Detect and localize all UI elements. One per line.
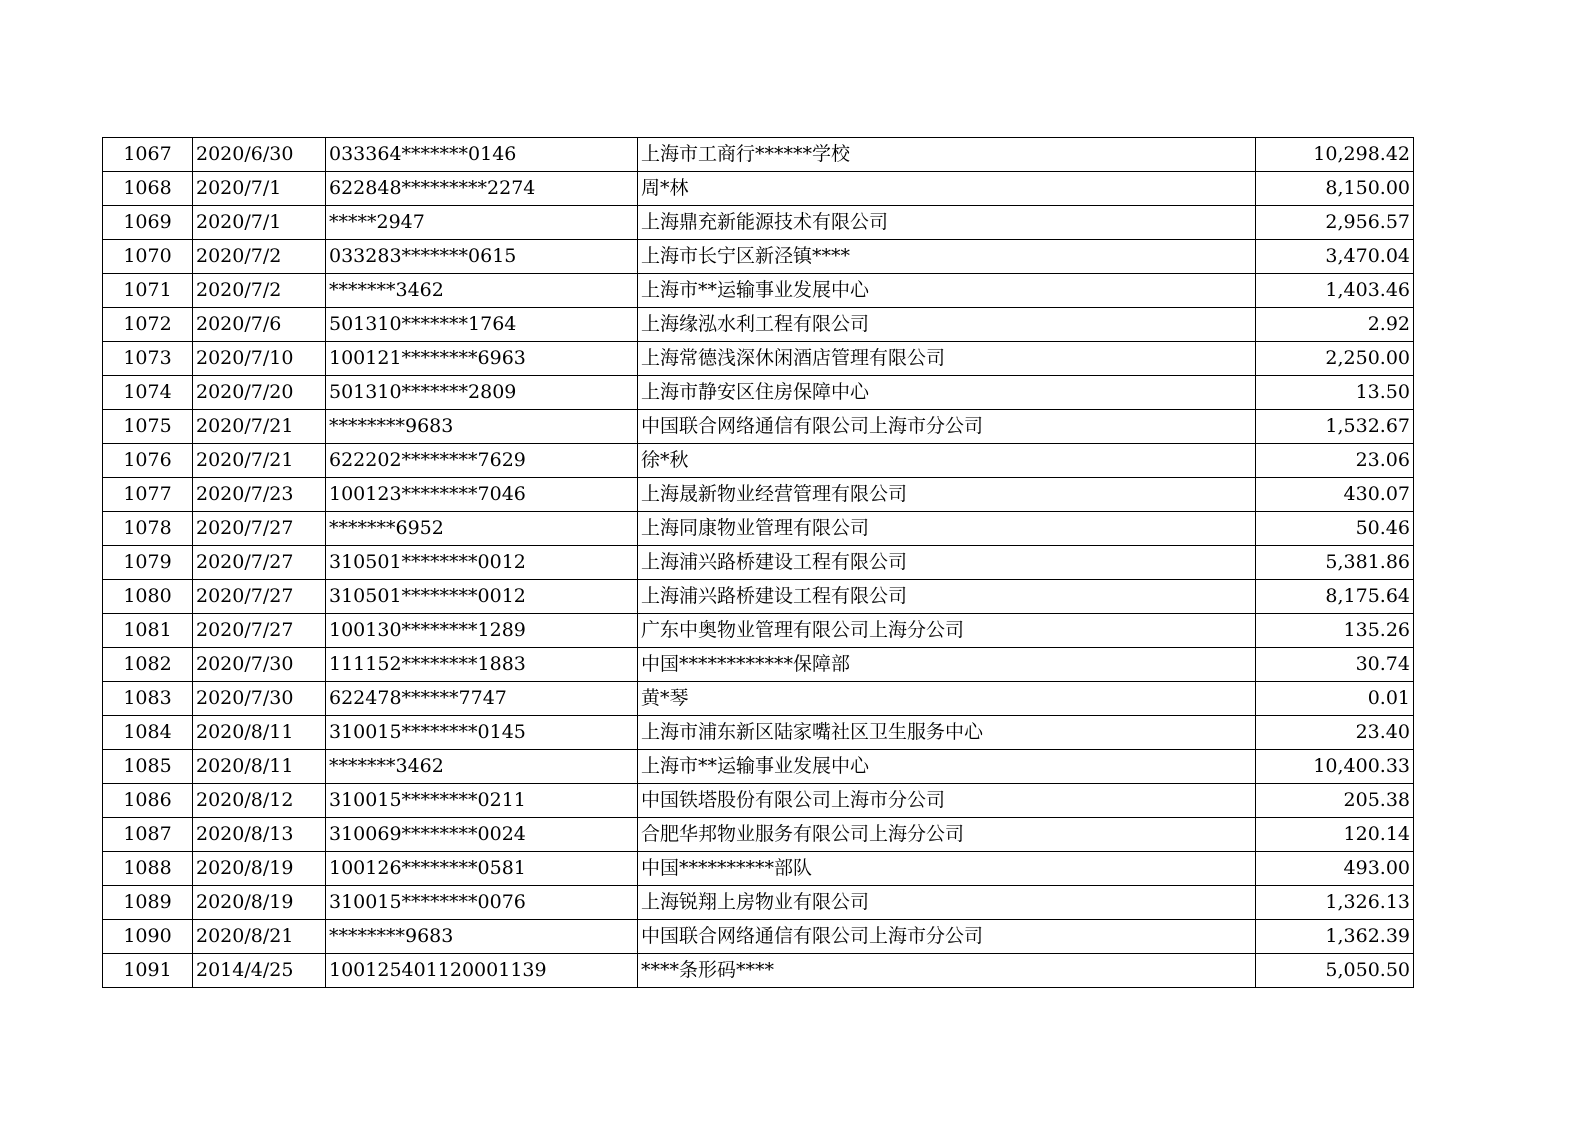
account-cell: *******3462 (326, 274, 638, 308)
account-cell: 501310*******1764 (326, 308, 638, 342)
payee-name-cell: 黄*琴 (638, 682, 1256, 716)
amount-cell: 1,326.13 (1256, 886, 1414, 920)
payee-name-cell: 上海市**运输事业发展中心 (638, 750, 1256, 784)
payee-name-cell: 上海市**运输事业发展中心 (638, 274, 1256, 308)
amount-cell: 2,250.00 (1256, 342, 1414, 376)
payee-name-cell: 周*林 (638, 172, 1256, 206)
row-number-cell: 1090 (103, 920, 193, 954)
payee-name-cell: 上海晟新物业经营管理有限公司 (638, 478, 1256, 512)
date-cell: 2020/7/6 (193, 308, 326, 342)
row-number-cell: 1069 (103, 206, 193, 240)
payee-name-cell: 上海鼎充新能源技术有限公司 (638, 206, 1256, 240)
date-cell: 2020/7/2 (193, 240, 326, 274)
account-cell: 501310*******2809 (326, 376, 638, 410)
account-cell: 622848*********2274 (326, 172, 638, 206)
amount-cell: 10,298.42 (1256, 138, 1414, 172)
table-row (103, 716, 1414, 750)
ledger-body (103, 138, 1414, 988)
account-cell: *****2947 (326, 206, 638, 240)
date-cell: 2020/7/10 (193, 342, 326, 376)
date-cell: 2020/8/13 (193, 818, 326, 852)
row-number-cell: 1078 (103, 512, 193, 546)
payee-name-cell: 上海市浦东新区陆家嘴社区卫生服务中心 (638, 716, 1256, 750)
date-cell: 2020/7/27 (193, 512, 326, 546)
table-row (103, 478, 1414, 512)
payee-name-cell: 中国**********部队 (638, 852, 1256, 886)
table-row (103, 172, 1414, 206)
payee-name-cell: 合肥华邦物业服务有限公司上海分公司 (638, 818, 1256, 852)
date-cell: 2020/7/1 (193, 206, 326, 240)
table-row (103, 444, 1414, 478)
account-cell: 100121********6963 (326, 342, 638, 376)
amount-cell: 2,956.57 (1256, 206, 1414, 240)
date-cell: 2020/8/19 (193, 852, 326, 886)
table-row (103, 546, 1414, 580)
account-cell: 310501********0012 (326, 546, 638, 580)
amount-cell: 13.50 (1256, 376, 1414, 410)
table-row (103, 784, 1414, 818)
amount-cell: 30.74 (1256, 648, 1414, 682)
table-row (103, 410, 1414, 444)
amount-cell: 8,175.64 (1256, 580, 1414, 614)
date-cell: 2020/8/19 (193, 886, 326, 920)
account-cell: 100125401120001139 (326, 954, 638, 988)
row-number-cell: 1073 (103, 342, 193, 376)
row-number-cell: 1083 (103, 682, 193, 716)
date-cell: 2020/7/1 (193, 172, 326, 206)
amount-cell: 2.92 (1256, 308, 1414, 342)
table-row (103, 206, 1414, 240)
row-number-cell: 1088 (103, 852, 193, 886)
table-row (103, 512, 1414, 546)
account-cell: 111152********1883 (326, 648, 638, 682)
row-number-cell: 1079 (103, 546, 193, 580)
payee-name-cell: 中国联合网络通信有限公司上海市分公司 (638, 920, 1256, 954)
payee-name-cell: 中国铁塔股份有限公司上海市分公司 (638, 784, 1256, 818)
account-cell: 310069********0024 (326, 818, 638, 852)
date-cell: 2020/7/27 (193, 546, 326, 580)
table-row (103, 818, 1414, 852)
account-cell: 033364*******0146 (326, 138, 638, 172)
row-number-cell: 1075 (103, 410, 193, 444)
row-number-cell: 1084 (103, 716, 193, 750)
row-number-cell: 1074 (103, 376, 193, 410)
table-row (103, 376, 1414, 410)
amount-cell: 430.07 (1256, 478, 1414, 512)
date-cell: 2020/8/12 (193, 784, 326, 818)
account-cell: 100126********0581 (326, 852, 638, 886)
payee-name-cell: 上海常德浅深休闲酒店管理有限公司 (638, 342, 1256, 376)
table-row (103, 240, 1414, 274)
account-cell: 100130********1289 (326, 614, 638, 648)
date-cell: 2020/6/30 (193, 138, 326, 172)
row-number-cell: 1067 (103, 138, 193, 172)
date-cell: 2020/7/27 (193, 580, 326, 614)
amount-cell: 23.40 (1256, 716, 1414, 750)
amount-cell: 1,403.46 (1256, 274, 1414, 308)
row-number-cell: 1070 (103, 240, 193, 274)
table-row (103, 614, 1414, 648)
amount-cell: 50.46 (1256, 512, 1414, 546)
account-cell: 310015********0076 (326, 886, 638, 920)
payee-name-cell: 上海缘泓水利工程有限公司 (638, 308, 1256, 342)
amount-cell: 135.26 (1256, 614, 1414, 648)
row-number-cell: 1068 (103, 172, 193, 206)
row-number-cell: 1082 (103, 648, 193, 682)
amount-cell: 5,381.86 (1256, 546, 1414, 580)
payee-name-cell: 上海同康物业管理有限公司 (638, 512, 1256, 546)
table-row (103, 886, 1414, 920)
row-number-cell: 1080 (103, 580, 193, 614)
account-cell: 310015********0145 (326, 716, 638, 750)
row-number-cell: 1081 (103, 614, 193, 648)
account-cell: ********9683 (326, 410, 638, 444)
amount-cell: 1,362.39 (1256, 920, 1414, 954)
date-cell: 2020/7/20 (193, 376, 326, 410)
table-row (103, 308, 1414, 342)
account-cell: *******6952 (326, 512, 638, 546)
row-number-cell: 1085 (103, 750, 193, 784)
date-cell: 2020/7/30 (193, 682, 326, 716)
date-cell: 2020/7/21 (193, 410, 326, 444)
table-row (103, 750, 1414, 784)
amount-cell: 3,470.04 (1256, 240, 1414, 274)
table-row (103, 682, 1414, 716)
payee-name-cell: ****条形码**** (638, 954, 1256, 988)
table-row (103, 138, 1414, 172)
date-cell: 2020/8/21 (193, 920, 326, 954)
amount-cell: 5,050.50 (1256, 954, 1414, 988)
row-number-cell: 1086 (103, 784, 193, 818)
table-row (103, 274, 1414, 308)
row-number-cell: 1072 (103, 308, 193, 342)
account-cell: 100123********7046 (326, 478, 638, 512)
payee-name-cell: 中国************保障部 (638, 648, 1256, 682)
payee-name-cell: 上海锐翔上房物业有限公司 (638, 886, 1256, 920)
account-cell: 310501********0012 (326, 580, 638, 614)
account-cell: 033283*******0615 (326, 240, 638, 274)
payee-name-cell: 广东中奥物业管理有限公司上海分公司 (638, 614, 1256, 648)
amount-cell: 493.00 (1256, 852, 1414, 886)
row-number-cell: 1087 (103, 818, 193, 852)
table-row (103, 342, 1414, 376)
account-cell: 310015********0211 (326, 784, 638, 818)
table-row (103, 852, 1414, 886)
row-number-cell: 1091 (103, 954, 193, 988)
row-number-cell: 1076 (103, 444, 193, 478)
row-number-cell: 1071 (103, 274, 193, 308)
row-number-cell: 1089 (103, 886, 193, 920)
date-cell: 2020/8/11 (193, 716, 326, 750)
account-cell: *******3462 (326, 750, 638, 784)
table-row (103, 648, 1414, 682)
table-row (103, 954, 1414, 988)
row-number-cell: 1077 (103, 478, 193, 512)
payee-name-cell: 上海市长宁区新泾镇**** (638, 240, 1256, 274)
account-cell: 622478******7747 (326, 682, 638, 716)
account-cell: 622202********7629 (326, 444, 638, 478)
table-row (103, 580, 1414, 614)
amount-cell: 23.06 (1256, 444, 1414, 478)
account-cell: ********9683 (326, 920, 638, 954)
payee-name-cell: 上海浦兴路桥建设工程有限公司 (638, 546, 1256, 580)
payee-name-cell: 上海市静安区住房保障中心 (638, 376, 1256, 410)
amount-cell: 205.38 (1256, 784, 1414, 818)
amount-cell: 0.01 (1256, 682, 1414, 716)
payee-name-cell: 上海市工商行******学校 (638, 138, 1256, 172)
payee-name-cell: 徐*秋 (638, 444, 1256, 478)
amount-cell: 1,532.67 (1256, 410, 1414, 444)
amount-cell: 120.14 (1256, 818, 1414, 852)
date-cell: 2020/7/2 (193, 274, 326, 308)
date-cell: 2020/8/11 (193, 750, 326, 784)
date-cell: 2020/7/30 (193, 648, 326, 682)
payee-name-cell: 中国联合网络通信有限公司上海市分公司 (638, 410, 1256, 444)
amount-cell: 8,150.00 (1256, 172, 1414, 206)
amount-cell: 10,400.33 (1256, 750, 1414, 784)
date-cell: 2014/4/25 (193, 954, 326, 988)
payee-name-cell: 上海浦兴路桥建设工程有限公司 (638, 580, 1256, 614)
date-cell: 2020/7/23 (193, 478, 326, 512)
table-row (103, 920, 1414, 954)
date-cell: 2020/7/27 (193, 614, 326, 648)
ledger-table (102, 137, 1414, 988)
date-cell: 2020/7/21 (193, 444, 326, 478)
